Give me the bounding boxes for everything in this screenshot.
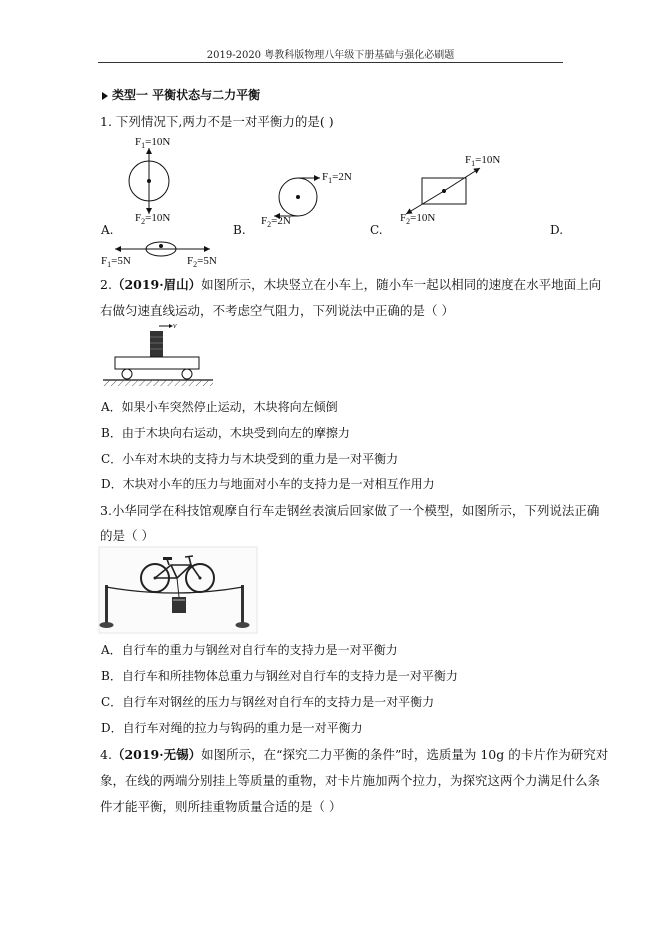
q2-source: （2019·眉山） (111, 277, 202, 292)
q1c-f1-label: $F_1=10N$ (465, 154, 501, 169)
q2-cart-figure (103, 323, 218, 388)
q2-option-c: C．小车对木块的支持力与木块受到的重力是一对平衡力 (101, 452, 399, 466)
q1-option-d: D. (550, 223, 564, 237)
q2-number: 2. (100, 277, 112, 292)
q1a-f1-label: $F_1=10N$ (135, 136, 171, 151)
q3-option-a: A．自行车的重力与钢丝对自行车的支持力是一对平衡力 (101, 643, 398, 657)
page-header: 2019-2020 粤教科版物理八年级下册基础与强化必刷题 (206, 50, 455, 61)
q1-option-a: A. (101, 223, 114, 237)
q1d-f2-value: 5N (203, 255, 217, 267)
q1b-f1-label: $F_1=2N$ (322, 171, 352, 186)
q4-stem-line2: 象，在线的两端分别挂上等质量的重物，对卡片施加两个拉力，为探究这两个力满足什么条 (100, 773, 601, 788)
q2-velocity-label: v (173, 321, 177, 330)
q4-source: （2019·无锡） (111, 747, 202, 762)
q1a-f1-value: 10N (151, 136, 171, 148)
q1c-f1-value: 10N (481, 154, 501, 166)
q4-number: 4. (100, 747, 112, 762)
q3-option-d: D．自行车对绳的拉力与钩码的重力是一对平衡力 (101, 721, 363, 735)
q1c-f2-value: 10N (416, 212, 436, 224)
q1a-f2-label: $F_2=10N$ (135, 212, 171, 227)
q3-bicycle-figure (99, 547, 259, 635)
q1-option-b: B. (233, 223, 246, 237)
q3-option-c: C．自行车对钢丝的压力与钢丝对自行车的支持力是一对平衡力 (101, 695, 435, 709)
section-title-text: 类型一 平衡状态与二力平衡 (112, 88, 261, 102)
q1-stem: 1. 下列情况下,两力不是一对平衡力的是( ) (100, 114, 334, 129)
q1-figure-c (400, 160, 490, 220)
q2-stem-line1 (100, 273, 601, 296)
q4-stem-text: 如图所示，在“探究二力平衡的条件”时，选质量为 10g 的卡片作为研究对 (201, 747, 609, 762)
q1a-f2-value: 10N (151, 212, 171, 224)
q1d-f1-label: $F_1=5N$ (101, 255, 131, 270)
q1-option-c: C. (370, 223, 383, 237)
triangle-bullet-icon (102, 92, 108, 100)
q4-stem-line3: 件才能平衡，则所挂重物质量合适的是（ ） (100, 799, 342, 814)
q2-option-d: D．木块对小车的压力与地面对小车的支持力是一对相互作用力 (101, 477, 435, 491)
q3-stem-line1: 3.小华同学在科技馆观摩自行车走钢丝表演后回家做了一个模型，如图所示，下列说法正确 (100, 503, 600, 518)
header-divider (98, 62, 563, 63)
q2-option-a: A．如果小车突然停止运动，木块将向左倾倒 (101, 400, 338, 414)
q1d-f1-value: 5N (117, 255, 131, 267)
q4-stem-line1 (100, 743, 608, 766)
q2-stem-text: 如图所示，木块竖立在小车上，随小车一起以相同的速度在水平地面上向 (201, 277, 602, 292)
q2-stem-line2: 右做匀速直线运动，不考虑空气阻力，下列说法中正确的是（ ） (100, 303, 454, 318)
section-title (102, 86, 260, 103)
q1b-f2-label: $F_2=2N$ (261, 215, 291, 230)
q1c-f2-label: $F_2=10N$ (400, 212, 436, 227)
q3-option-b: B．自行车和所挂物体总重力与钢丝对自行车的支持力是一对平衡力 (101, 669, 458, 683)
q1b-f1-value: 2N (338, 171, 352, 183)
q2-option-b: B．由于木块向右运动，木块受到向左的摩擦力 (101, 426, 350, 440)
q1b-f2-value: 2N (277, 215, 291, 227)
q1d-f2-label: $F_2=5N$ (187, 255, 217, 270)
q3-stem-line2: 的是（ ） (100, 528, 154, 543)
